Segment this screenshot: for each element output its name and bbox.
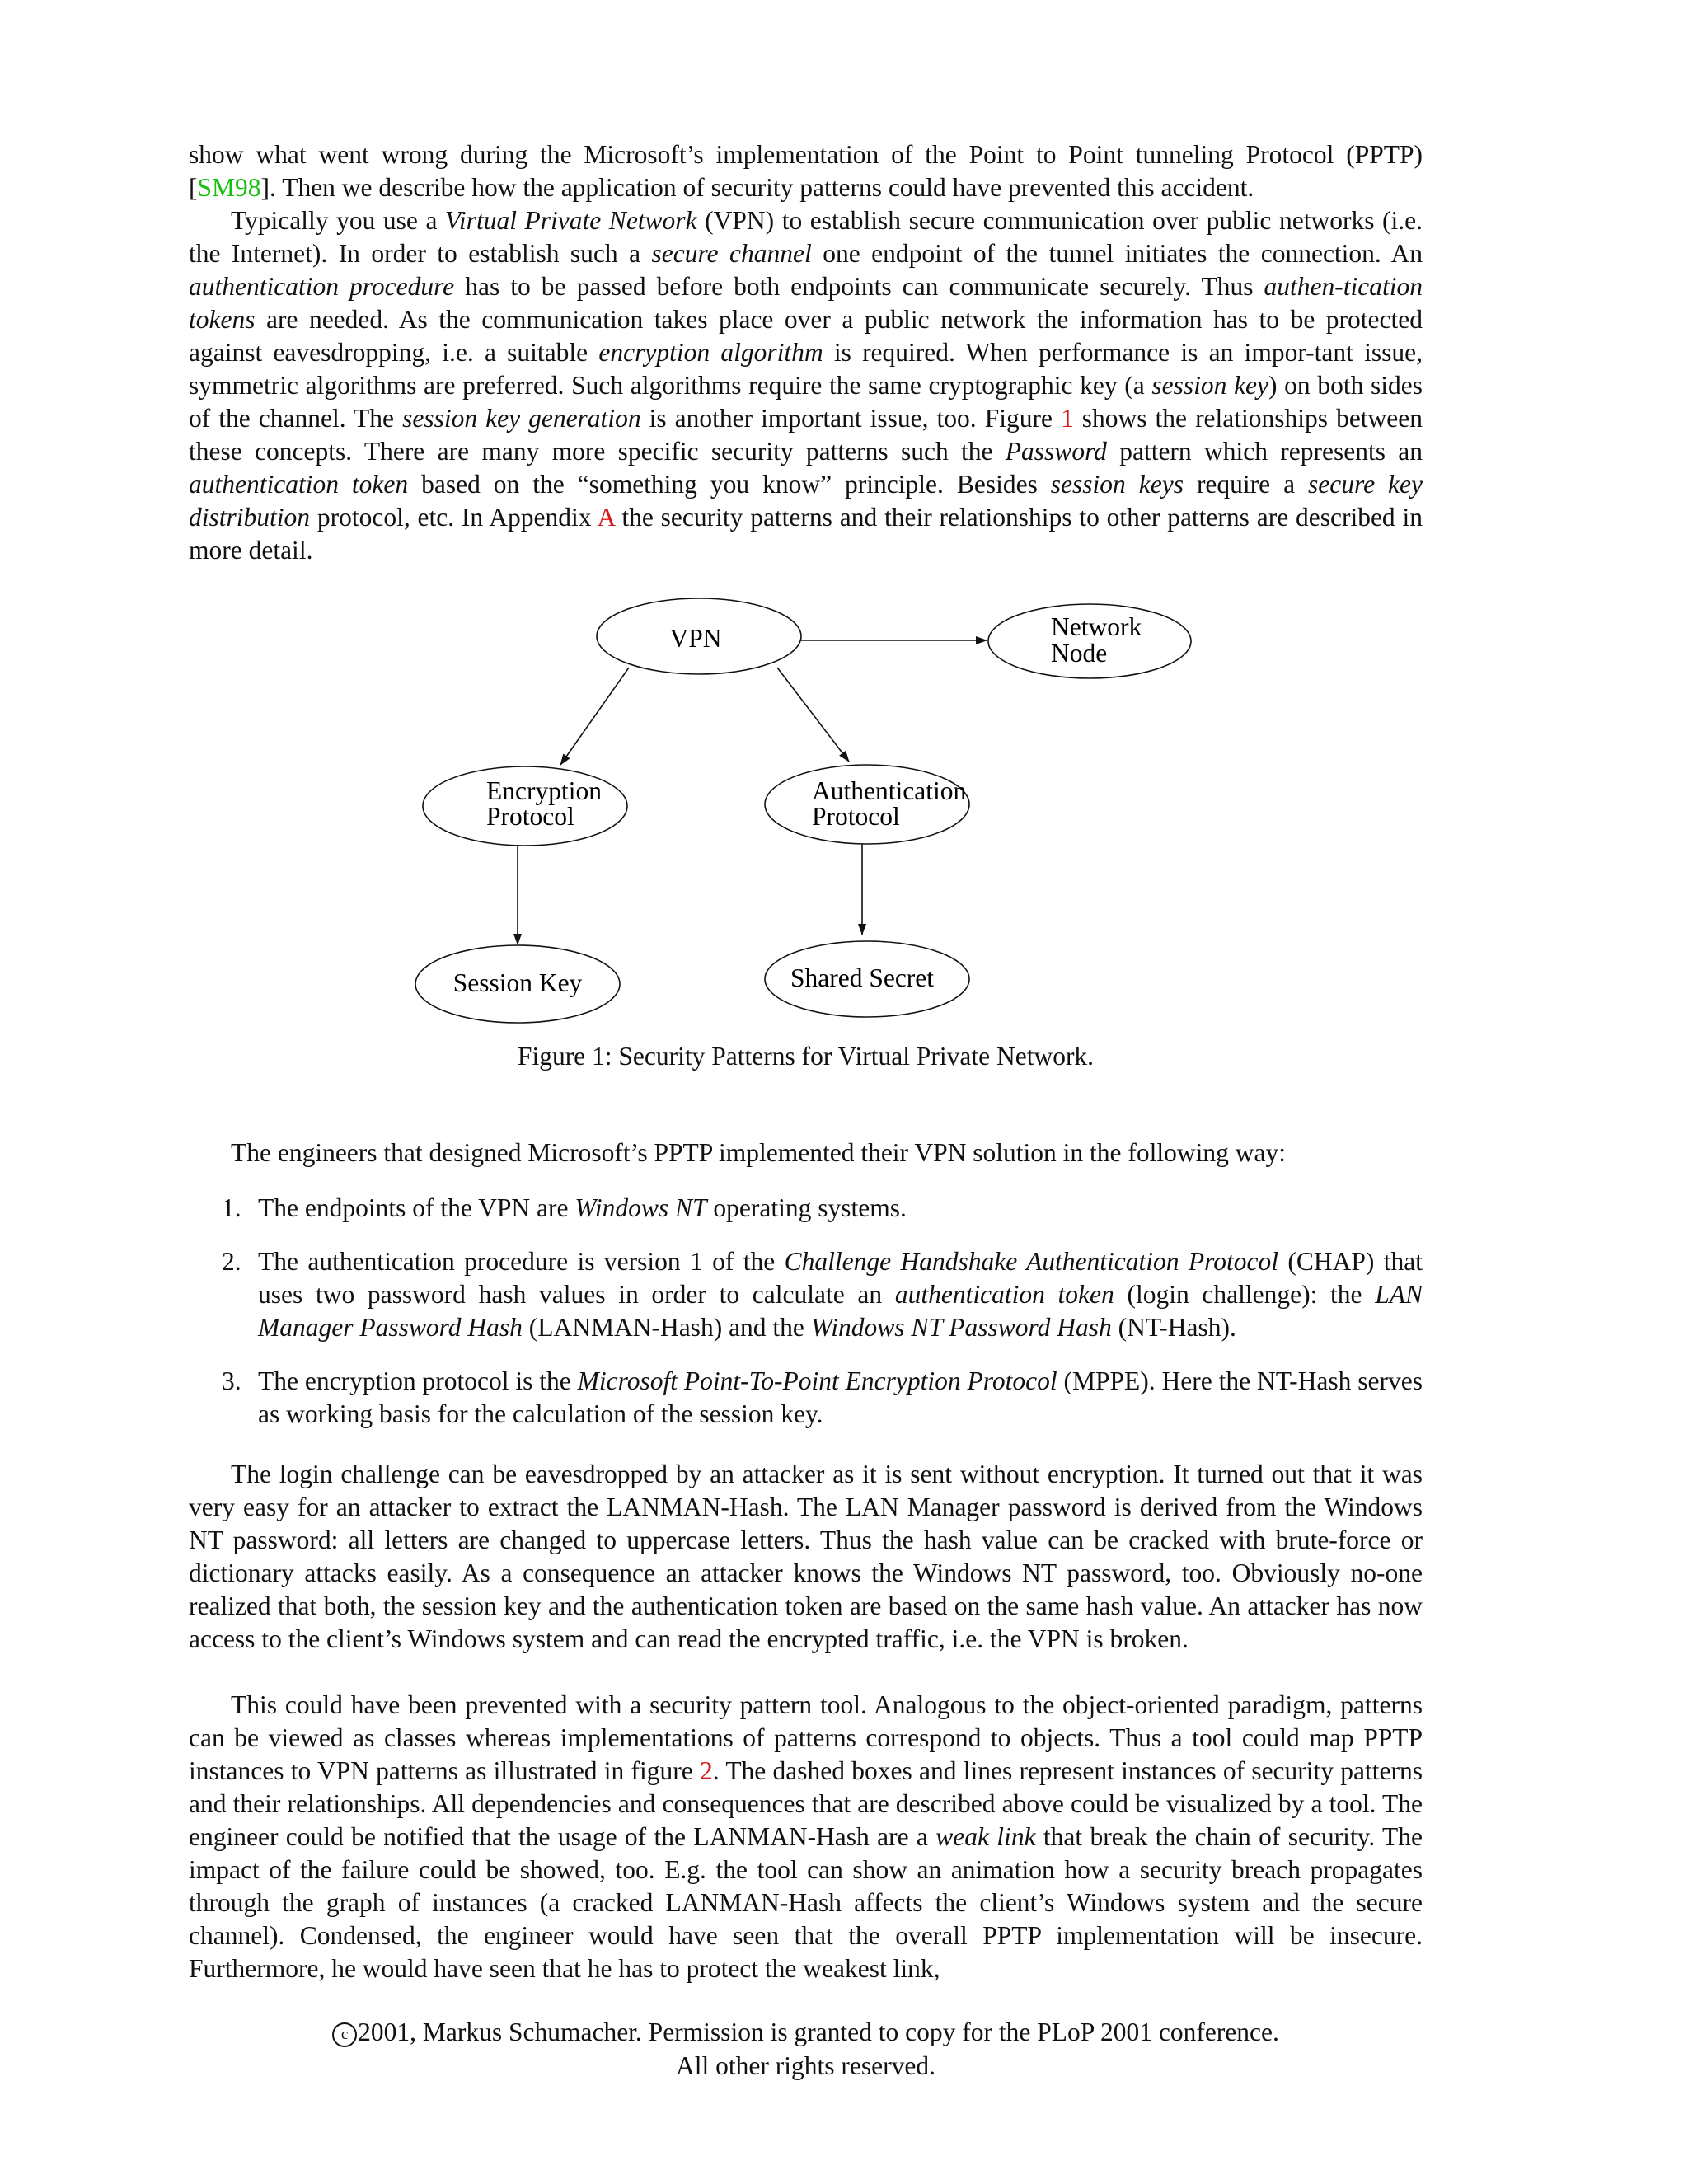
text-run: The authentication procedure is version 1 of the [258,1247,785,1276]
list-item [189,1245,1423,1344]
text-run: (login challenge): the [1114,1280,1376,1309]
node-vpn-label: VPN [669,624,722,653]
term-virtual-private-network: Virtual Private Network [445,206,697,235]
text-run: pattern which represents an [1106,437,1423,466]
term-session-key-generation: session key generation [402,404,641,433]
paragraph-login-challenge [189,1458,1423,1656]
intro-line-1: show what went wrong during the Microsoft’s implementation of the Point to Point tunneling Protocol (PPTP) [189,140,1423,169]
text-run: Typically you use a [231,206,446,235]
security-tool-text [189,1689,1423,1985]
citation-sm98-link[interactable]: SM98 [197,173,261,202]
node-encryption-label-2: Protocol [486,802,574,831]
term-authentication-procedure: authentication procedure [189,272,455,301]
text-run: (MPPE). Here the NT-Hash serves as working basis for the calculation of the session key. [258,1366,1423,1428]
term-mppe: Microsoft Point-To-Point Encryption Protocol [577,1366,1057,1395]
text-run: This could have been prevented with a security pattern tool. Analogous to the object-oriented paradigm, patterns can be viewed as classes whereas implementations of patterns correspond to objects. Thus a tool could map PPTP instances to VPN patterns as illustrated in figure [189,1690,1423,1785]
node-authentication-label-2: Protocol [812,802,900,831]
text-run: (LANMAN-Hash) and the [522,1313,811,1342]
figure-1-reference-link[interactable]: 1 [1060,404,1074,433]
figure-1-diagram [0,0,1688,1038]
text-run: is required. When performance is an impor-tant issue, symmetric algorithms are preferred. Such algorithms require the same cryptographic key (a [189,338,1423,400]
list-item-number: 2. [222,1247,241,1276]
text-run: has to be passed before both endpoints can communicate securely. Thus [454,272,1264,301]
term-password: Password [1005,437,1107,466]
intro-line-2-text: ]. Then we describe how the application of security patterns could have prevented this accident. [260,173,1254,202]
node-encryption-label-1: Encryption [486,776,602,805]
text-run: shows the relationships between these concepts. There are many more specific security patterns such the [189,404,1423,466]
list-item [189,1365,1423,1431]
list-item-number: 1. [222,1193,241,1222]
text-run: (VPN) to establish secure communication over public networks (i.e. the Internet). In order to establish such a [189,206,1423,268]
text-run: The encryption protocol is the [258,1366,578,1395]
text-run: operating systems. [706,1193,907,1222]
implementation-list [189,1192,1423,1431]
term-windows-nt-password-hash: Windows NT Password Hash [810,1313,1112,1342]
term-authentication-tokens: authen-tication tokens [189,272,1423,334]
node-vpn [597,598,801,674]
term-chap: Challenge Handshake Authentication Protocol [784,1247,1278,1276]
text-run: require a [1183,470,1309,499]
node-network-node [988,604,1191,678]
text-run: is another important issue, too. Figure [640,404,1061,433]
paragraph-security-tool [189,1689,1423,1985]
appendix-a-reference-link[interactable]: A [597,503,615,532]
text-run: (NT-Hash). [1111,1313,1236,1342]
term-lan-manager-password-hash: LAN Manager Password Hash [258,1280,1423,1342]
node-authentication-label-1: Authentication [812,776,967,805]
figure-2-reference-link[interactable]: 2 [700,1756,713,1785]
cite-open-bracket: [ [189,173,198,202]
footer-line-2: All other rights reserved. [676,2051,935,2080]
term-session-keys: session keys [1050,470,1184,499]
text-run: that break the chain of security. The impact of the failure could be showed, too. E.g. the tool can show an animation how a security breach propagates through the graph of instances (a cracked LANMAN-Hash affects the client’s Windows system and the secure channel). Condensed, the engineer would have seen that the overall PPTP implementation will be insecure. Furthermore, he would have seen that he has to protect the weakest link, [189,1822,1423,1983]
term-secure-key-distribution: secure key distribution [189,470,1423,532]
footer-line-1-text: 2001, Markus Schumacher. Permission is granted to copy for the PLoP 2001 conference. [358,2018,1279,2046]
text-run: (CHAP) that uses two password hash values in order to calculate an [258,1247,1423,1309]
node-shared-secret-label: Shared Secret [790,963,935,992]
term-authentication-token: authentication token [894,1280,1114,1309]
term-windows-nt: Windows NT [574,1193,707,1222]
copyright-symbol: c [332,2022,357,2047]
term-weak-link: weak link [935,1822,1036,1851]
node-shared-secret [765,941,969,1017]
text-run: ) on both sides of the channel. The [189,371,1423,433]
footer-line-1 [189,2015,1423,2049]
edge-vpn-encryption [560,668,629,765]
text-run: the security patterns and their relationships to other patterns are described in more detail. [189,503,1423,565]
node-network-node-label-1: Network [1051,612,1142,641]
text-run: The endpoints of the VPN are [258,1193,575,1222]
node-session-key [415,945,620,1023]
copyright-footer [189,2015,1423,2083]
text-run: based on the “something you know” principle. Besides [408,470,1051,499]
list-item [189,1192,1423,1225]
text-run: are needed. As the communication takes place over a public network the information has to be protected against eavesdropping, i.e. a suitable [189,305,1423,367]
node-session-key-label: Session Key [452,968,583,997]
edge-vpn-authentication [777,668,849,762]
login-challenge-text: The login challenge can be eavesdropped by an attacker as it is sent without encryption. It turned out that it was very easy for an attacker to extract the LANMAN-Hash. The LAN Manager password is derived from the Windows NT password: all letters are changed to uppercase letters. Thus the hash value can be cracked with brute-force or dictionary attacks easily. As a consequence an attacker knows the Windows NT password, too. Obviously no-one realized that both, the session key and the authentication token are based on the same hash value. An attacker has now access to the client’s Windows system and can read the encrypted traffic, i.e. the VPN is broken. [189,1460,1423,1653]
term-session-key: session key [1151,371,1269,400]
engineers-text: The engineers that designed Microsoft’s PPTP implemented their VPN solution in the following way: [231,1138,1286,1167]
text-run: one endpoint of the tunnel initiates the connection. An [811,239,1423,268]
list-item-number: 3. [222,1366,241,1395]
paragraph-engineers [189,1137,1423,1169]
text-run: protocol, etc. In Appendix [310,503,598,532]
term-authentication-token: authentication token [189,470,409,499]
text-run: . The dashed boxes and lines represent instances of security patterns and their relationships. All dependencies and consequences that are described above could be visualized by a tool. The engineer could be notified that the usage of the LANMAN-Hash are a [189,1756,1423,1851]
term-secure-channel: secure channel [651,239,812,268]
node-encryption-protocol [423,766,627,846]
node-network-node-label-2: Node [1051,639,1108,668]
figure-1-caption: Figure 1: Security Patterns for Virtual Private Network. [517,1042,1095,1071]
term-encryption-algorithm: encryption algorithm [598,338,823,367]
node-authentication-protocol [765,765,969,844]
